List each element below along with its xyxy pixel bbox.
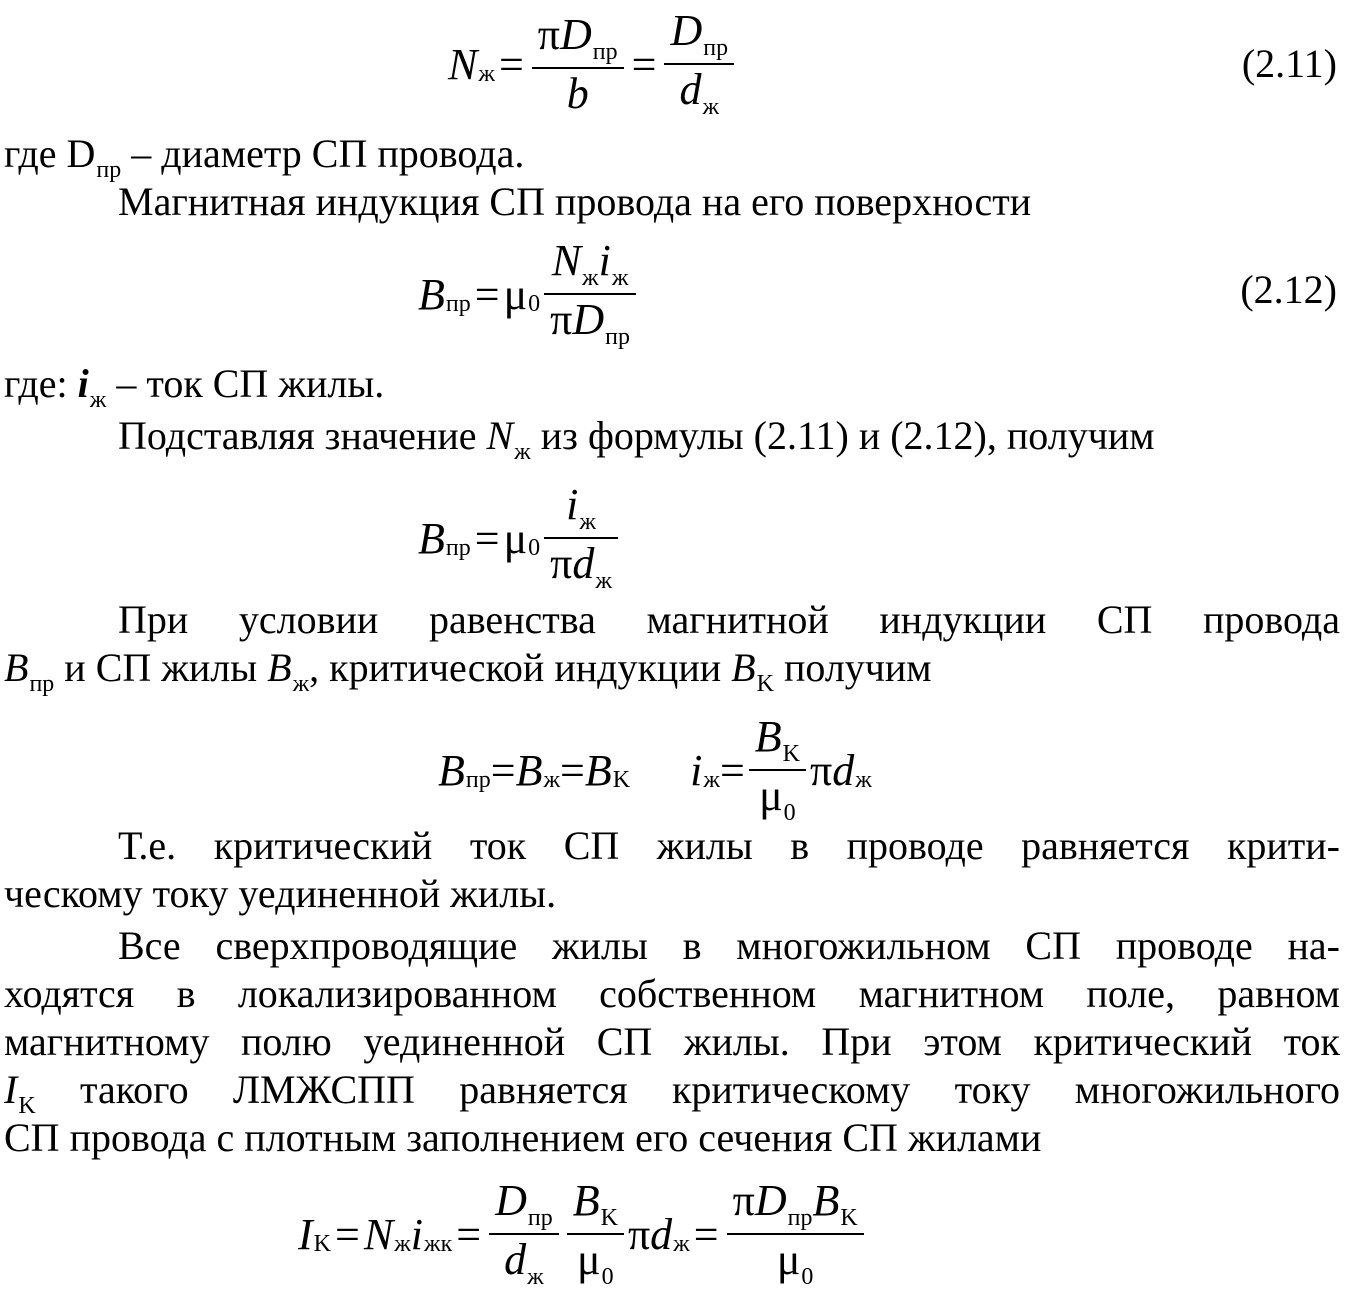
fraction: $\frac{N_жi_ж}{\pi D_{пр}}$: [544, 236, 636, 352]
text-line: где $D_{пр}$ – диаметр СП провода.: [4, 131, 525, 183]
text-line: Подставляя значение $N_ж$ из формулы (2.11) и (2.12), получим: [118, 413, 1155, 465]
fraction: $\frac{B_K}{\mu_0}$: [749, 712, 806, 828]
fraction: $\frac{\pi D_{пр}B_K}{\mu_0}$: [727, 1176, 864, 1292]
equation-2-12: B пр = μ 0 $\frac{N_жi_ж}{\pi D_{пр}}$: [418, 236, 640, 352]
text-line: Т.е. критический ток СП жилы в проводе равняется крити-: [118, 823, 1340, 868]
eq-sub: ж: [478, 60, 495, 87]
fraction: $\frac{D_{пр}}{d_ж}$: [489, 1176, 559, 1292]
text-line: СП провода с плотным заполнением его сечения СП жилами: [4, 1115, 1042, 1160]
fraction: $\frac{B_K}{\mu_0}$: [567, 1176, 624, 1292]
text-line: $I_K$ такого ЛМЖСПП равняется критическому току многожильного: [4, 1067, 1340, 1119]
text-line: Магнитная индукция СП провода на его поверхности: [118, 179, 1032, 224]
eq-symbol: N: [448, 39, 478, 89]
equation-ik: I K = N ж i жк = $\frac{D_{пр}}{d_ж}$ $\frac{B_K}{\mu_0}$ π d ж = $\frac{\pi D_{пр}B_K}{\mu_0}$: [298, 1176, 868, 1292]
equation-number: (2.11): [1241, 41, 1337, 86]
text-line: Все сверхпроводящие жилы в многожильном СП проводе на-: [118, 923, 1340, 968]
equation-number: (2.12): [1240, 267, 1337, 312]
fraction: $\frac{\pi D_{пр}}{b}$: [532, 10, 624, 119]
text-line: где: $i_ж$ – ток СП жилы.: [4, 361, 385, 413]
equation-b-pr: B пр = μ 0 $\frac{i_ж}{\pi d_ж}$: [418, 480, 622, 596]
equation-2-11: N ж = $\frac{\pi D_{пр}}{b}$ = $\frac{D_{пр}}{d_ж}$: [448, 6, 738, 122]
eq-op: =: [498, 39, 524, 89]
text-line: ходятся в локализированном собственном магнитном поле, равном: [4, 971, 1340, 1016]
equation-critical: B пр = B ж = B K i ж = $\frac{B_K}{\mu_0}$ π d ж: [438, 712, 872, 826]
text-line: $B_{пр}$ и СП жилы $B_ж$, критической индукции $B_K$ получим: [4, 645, 932, 697]
fraction: $\frac{i_ж}{\pi d_ж}$: [544, 480, 618, 596]
fraction: $\frac{D_{пр}}{d_ж}$: [664, 6, 734, 122]
text-line: При условии равенства магнитной индукции СП провода: [118, 597, 1340, 642]
text-line: ческому току уединенной жилы.: [4, 871, 557, 916]
text-line: магнитному полю уединенной СП жилы. При этом критический ток: [4, 1019, 1340, 1064]
